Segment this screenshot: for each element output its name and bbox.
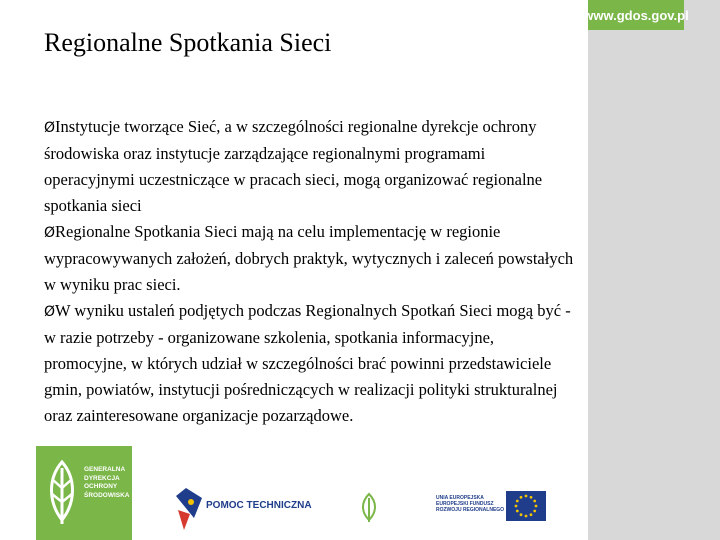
gdos-logo (36, 446, 132, 540)
pomoc-techniczna-label: POMOC TECHNICZNA (206, 500, 312, 511)
right-sidebar (588, 0, 720, 540)
bullet-paragraph-3 (44, 298, 580, 429)
page-title: Regionalne Spotkania Sieci (44, 28, 332, 57)
arrow-bullet-icon: Ø (44, 120, 56, 136)
gdos-logo-text: GENERALNA DYREKCJA OCHRONY ŚRODOWISKA (84, 466, 130, 499)
paragraph-text: W wyniku ustaleń podjętych podczas Regionalnych Spotkań Sieci mogą być - w razie potrzeby - organizowane szkolenia, spotkania informacyjne, promocyjne, w których udział w szczególności brać powinni przedstawiciele gmin, powiatów, instytucji pośredniczących w realizacji polityki strukturalnej oraz zainteresowane organizacje pozarządowe. (44, 301, 571, 425)
gdos-small-leaf-icon (358, 492, 380, 522)
bullet-paragraph-1 (44, 114, 580, 219)
leaf-icon (42, 458, 82, 528)
arrow-bullet-icon: Ø (44, 304, 56, 320)
bullet-paragraph-2 (44, 219, 580, 298)
eu-fund-text: UNIA EUROPEJSKA EUROPEJSKI FUNDUSZ ROZWOJU REGIONALNEGO (436, 495, 505, 513)
paragraph-text: Instytucje tworzące Sieć, a w szczególności regionalne dyrekcje ochrony środowiska oraz instytucje zarządzające regionalnymi programami operacyjnymi uczestniczące w pracach sieci, mogą organizować regionalne spotkania sieci (44, 117, 543, 215)
eu-flag-icon (506, 491, 546, 521)
slide-content (44, 114, 580, 429)
pomoc-techniczna-emblem-icon (176, 488, 202, 530)
site-url-badge[interactable]: www.gdos.gov.pl (588, 0, 684, 30)
paragraph-text: Regionalne Spotkania Sieci mają na celu implementację w regionie wypracowywanych założeń, dobrych praktyk, wytycznych i zaleceń powstałych w wyniku prac sieci. (44, 222, 574, 294)
arrow-bullet-icon: Ø (44, 225, 56, 241)
